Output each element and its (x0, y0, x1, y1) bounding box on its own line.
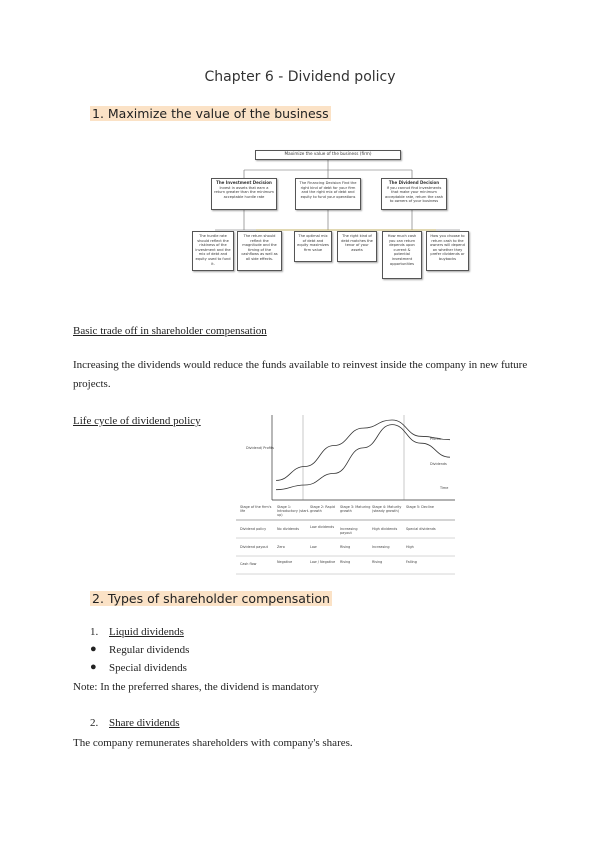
table-header: Stage 2: Rapid growth (310, 505, 335, 514)
diagram-top-text: Maximize the value of the business (firm) (284, 151, 372, 156)
sub-box-text: The hurdle rate should reflect the riskiness of the investment and the mix of debt and equity used to fund it. (195, 234, 231, 266)
section-1-heading-text: 1. Maximize the value of the business (92, 106, 329, 121)
table-cell: Rising (340, 545, 351, 549)
table-cell: Negative (277, 560, 293, 564)
tradeoff-text: Increasing the dividends would reduce the funds available to reinvest inside the company in new future projects. (73, 359, 528, 390)
table-row-label: Dividend payout (240, 545, 268, 549)
list-number: 2. (90, 717, 99, 729)
table-header: Stage 3: Maturing growth (340, 505, 371, 514)
table-cell: Rising (340, 560, 351, 564)
bullet-item-regular: Regular dividends (109, 644, 190, 656)
bullet-icon: ● (90, 661, 97, 673)
table-header: Stage 4: Maturity (steady growth) (372, 505, 402, 514)
table-cell: Increasing (372, 545, 390, 549)
table-cell: Low dividends (310, 525, 335, 529)
financing-decision-text: The Financing Decision Find the right kind of debt for your firm and the right mix of debt and equity to fund your operations (299, 181, 357, 199)
liquid-dividends-item: Liquid dividends (109, 626, 184, 638)
chart-xlabel: Time (440, 486, 449, 490)
share-dividends-item: Share dividends (109, 717, 180, 729)
preferred-shares-note: Note: In the preferred shares, the dividend is mandatory (73, 681, 319, 693)
table-header: Stage of the firm's life (240, 505, 272, 514)
table-header: Stage 5: Decline (406, 505, 434, 509)
list-number: 1. (90, 626, 99, 638)
section-2-heading-text: 2. Types of shareholder compensation (92, 591, 330, 606)
share-dividends-text: The company remunerates shareholders with company's shares. (73, 737, 353, 749)
table-cell: High dividends (372, 527, 398, 531)
tradeoff-label: Basic trade off in shareholder compensation (73, 325, 267, 337)
table-cell: No dividends (277, 527, 300, 531)
table-cell: Zero (277, 545, 285, 549)
dividend-decision-title: The Dividend Decision (388, 180, 440, 185)
bullet-item-special: Special dividends (109, 662, 187, 674)
table-cell: Rising (372, 560, 383, 564)
sub-box-text: How you choose to return cash to the owners will depend on whether they prefer dividends or buybacks (430, 234, 465, 261)
investment-decision-title: The Investment Decision (216, 180, 272, 185)
table-cell: Low (310, 545, 317, 549)
chart-ylabel: Dividend/ Profits (246, 446, 274, 450)
sub-box-text: How much cash you can return depends upon current & potential investment opportunities (387, 234, 417, 266)
table-cell: High (406, 545, 414, 549)
table-row-label: Cash flow (240, 562, 257, 566)
bullet-icon: ● (90, 643, 97, 655)
table-cell: Falling (406, 560, 417, 564)
table-row-label: Dividend policy (240, 527, 267, 531)
chart-annotation-profits: Profits (430, 437, 441, 441)
table-cell: Special dividends (406, 527, 436, 531)
table-cell: Low / Negative (310, 560, 336, 564)
sub-box-text: The optimal mix of debt and equity maximizes firm value (297, 234, 329, 252)
lifecycle-label: Life cycle of dividend policy (73, 415, 201, 427)
chart-annotation-dividends: Dividends (430, 462, 447, 466)
table-cell: Increasing payout (340, 527, 358, 536)
page-title: Chapter 6 - Dividend policy (204, 69, 396, 85)
section-2-heading (90, 591, 332, 606)
sub-box-text: The right kind of debt matches the tenor of your assets (341, 234, 373, 252)
sub-box-text: The return should reflect the magnitude and the timing of the cashflows as well as all side effects. (241, 234, 278, 261)
dividend-decision-text: If you cannot find investments that make your minimum acceptable rate, return the cash to owners of your business (385, 185, 443, 204)
investment-decision-text: Invest in assets that earn a return greater than the minimum acceptable hurdle rate (214, 185, 274, 199)
table-header: Stage 1: Introductory (start-up) (277, 505, 310, 518)
